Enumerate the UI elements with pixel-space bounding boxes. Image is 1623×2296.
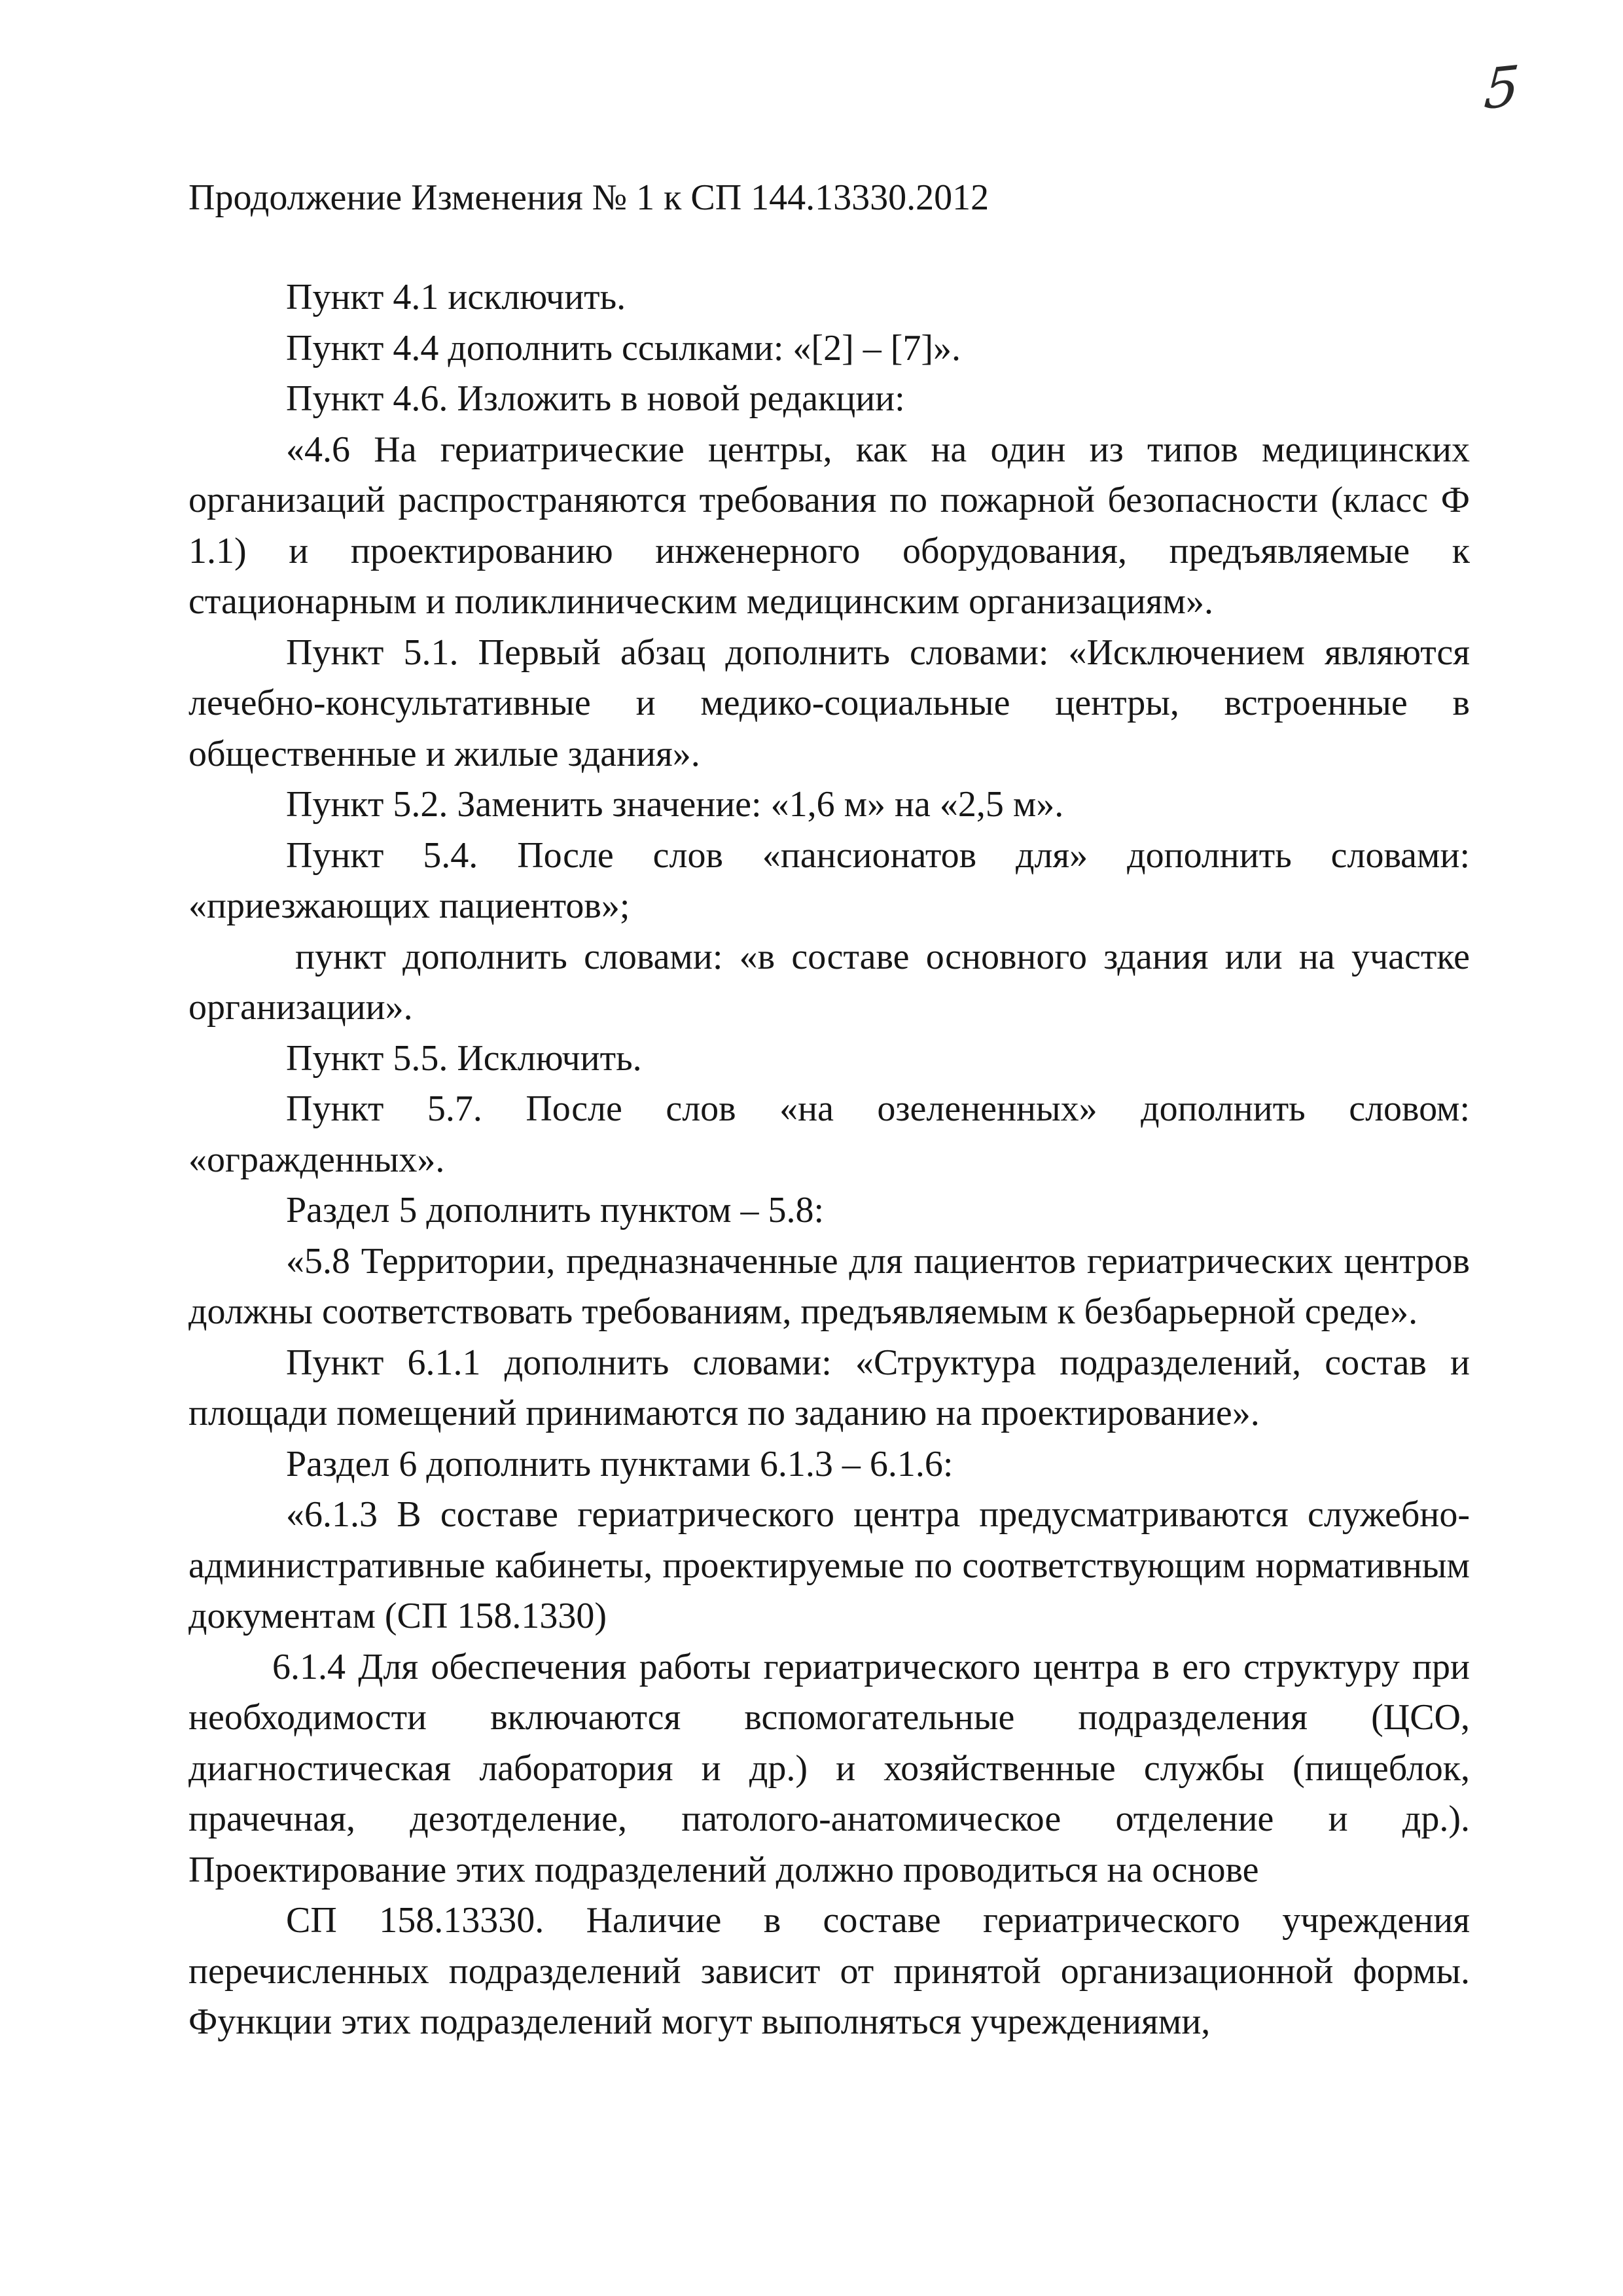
paragraph-6-1-3: «6.1.3 В составе гериатрического центра предусматриваются служебно-административные кабинеты, проектируемые по соответствующим нормативным документам (СП 158.1330) — [188, 1494, 1470, 1636]
document-body — [188, 272, 1470, 2048]
paragraph-section-6: Раздел 6 дополнить пунктами 6.1.3 – 6.1.6: — [286, 1443, 954, 1484]
paragraph-sp-158: СП 158.13330. Наличие в составе гериатрического учреждения перечисленных подразделений зависит от принятой организационной формы. Функции этих подразделений могут выполняться учреждениями, — [188, 1900, 1470, 2042]
paragraph-5-4-addition: пункт дополнить словами: «в составе основного здания или на участке организации». — [188, 936, 1470, 1028]
paragraph-section-5: Раздел 5 дополнить пунктом – 5.8: — [286, 1190, 825, 1230]
paragraph-5-2: Пункт 5.2. Заменить значение: «1,6 м» на «2,5 м». — [286, 784, 1064, 825]
paragraph-4-6-text: «4.6 На гериатрические центры, как на один из типов медицинских организаций распространяются требования по пожарной безопасности (класс Ф 1.1) и проектированию инженерного оборудования, предъявляемые к стационарным и поликлиническим медицинским организациям». — [188, 429, 1470, 622]
paragraph-4-1: Пункт 4.1 исключить. — [286, 277, 626, 317]
paragraph-5-5: Пункт 5.5. Исключить. — [286, 1037, 642, 1079]
paragraph-5-1: Пункт 5.1. Первый абзац дополнить словами: «Исключением являются лечебно-консультативные и медико-социальные центры, встроенные в общественные и жилые здания». — [188, 632, 1470, 774]
paragraph-4-6: Пункт 4.6. Изложить в новой редакции: — [286, 378, 905, 419]
page-number-handwritten: 5 — [1482, 53, 1522, 122]
document-header: Продолжение Изменения № 1 к СП 144.13330.2012 — [188, 177, 990, 218]
paragraph-5-4: Пункт 5.4. После слов «пансионатов для» дополнить словами: «приезжающих пациентов»; — [188, 834, 1470, 926]
paragraph-6-1-1: Пункт 6.1.1 дополнить словами: «Структура подразделений, состав и площади помещений принимаются по заданию на проектирование». — [188, 1342, 1470, 1433]
paragraph-4-4: Пункт 4.4 дополнить ссылками: «[2] – [7]». — [286, 327, 961, 368]
paragraph-6-1-4: 6.1.4 Для обеспечения работы гериатрического центра в его структуру при необходимости включаются вспомогательные подразделения (ЦСО, диагностическая лаборатория и др.) и хозяйственные службы (пищеблок, прачечная, дезотделение, патолого-анатомическое отделение и др.). Проектирование этих подразделений должно проводиться на основе — [188, 1646, 1470, 1890]
paragraph-5-7: Пункт 5.7. После слов «на озелененных» дополнить словом: «огражденных». — [188, 1088, 1470, 1180]
paragraph-5-8: «5.8 Территории, предназначенные для пациентов гериатрических центров должны соответствовать требованиям, предъявляемым к безбарьерной среде». — [188, 1240, 1470, 1332]
